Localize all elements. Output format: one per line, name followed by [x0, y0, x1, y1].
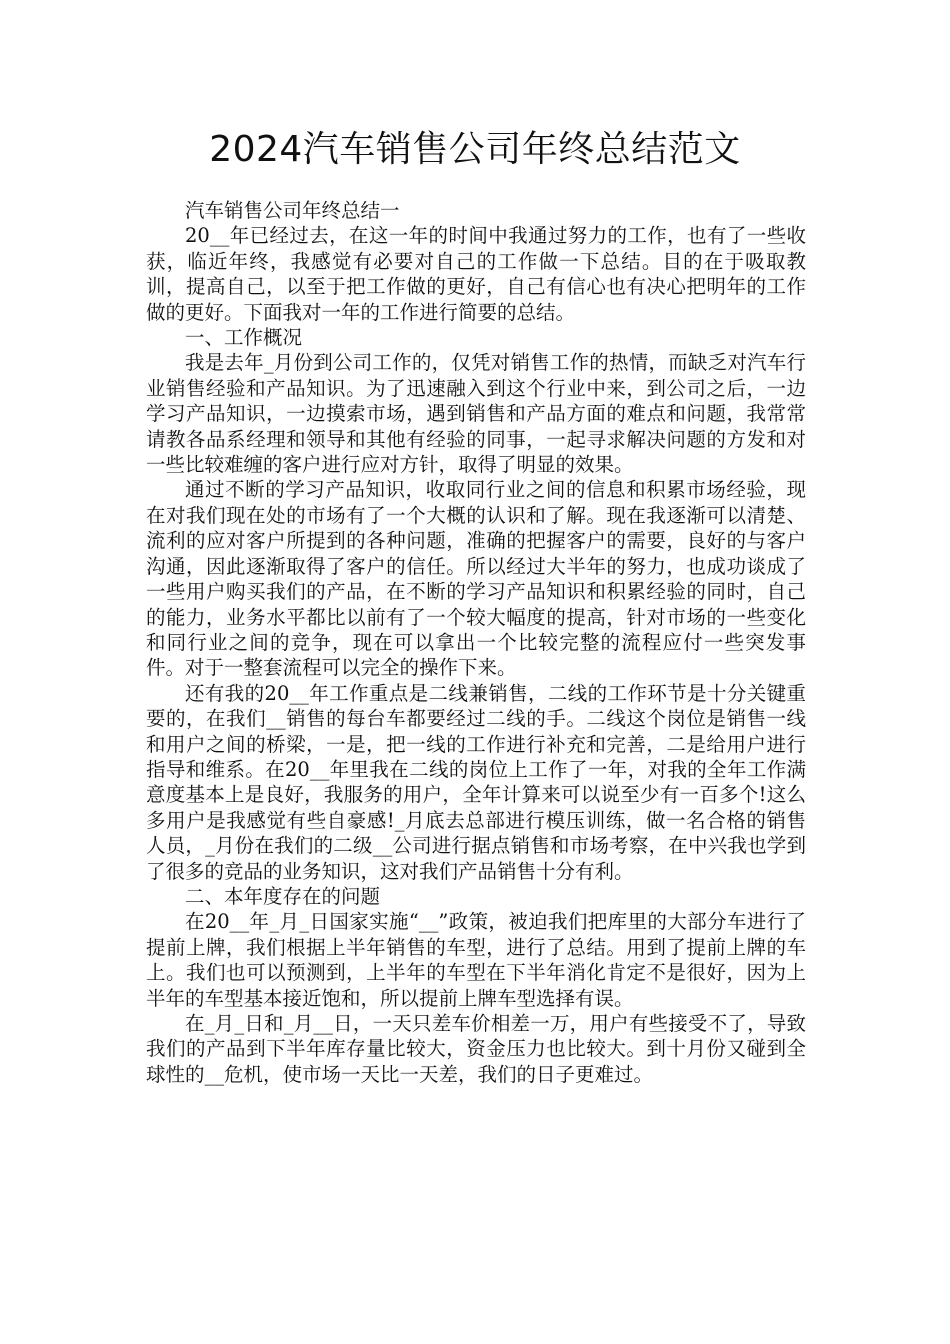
paragraph-second-line: 还有我的20__年工作重点是二线兼销售，二线的工作环节是十分关键重要的，在我们__销售的每台车都要经过二线的手。二线这个岗位是销售一线和用户之间的桥梁，一是，把一线的工作进行补充和完善，二是给用户进行指导和维系。在20__年里我在二线的岗位上工作了一年，对我的全年工作满意度基本上是良好，我服务的用户，全年计算来可以说至少有一百多个!这么多用户是我感觉有些自豪感!_月底去总部进行模压训练，做一名合格的销售人员，_月份在我们的二级__公司进行据点销售和市场考察，在中兴我也学到了很多的竞品的业务知识，这对我们产品销售十分有利。 — [146, 681, 806, 883]
paragraph-intro: 20__年已经过去，在这一年的时间中我通过努力的工作，也有了一些收获，临近年终，我感觉有必要对自己的工作做一下总结。目的在于吸取教训，提高自己，以至于把工作做的更好，自己有信心也有决心把明年的工作做的更好。下面我对一年的工作进行简要的总结。 — [146, 224, 806, 324]
section-heading-summary-one: 汽车销售公司年终总结一 — [185, 199, 400, 222]
section-heading-problems: 二、本年度存在的问题 — [185, 884, 381, 908]
paragraph-price: 在_月_日和_月__日，一天只差车价相差一万，用户有些接受不了，导致我们的产品到下半年库存量比较大，资金压力也比较大。到十月份又碰到全球性的__危机，使市场一天比一天差，我们的日子更难过。 — [146, 1012, 806, 1086]
paragraph-learning: 通过不断的学习产品知识，收取同行业之间的信息和积累市场经验，现在对我们现在处的市场有了一个大概的认识和了解。现在我逐渐可以清楚、流利的应对客户所提到的各种问题，准确的把握客户的需要，良好的与客户沟通，因此逐渐取得了客户的信任。所以经过大半年的努力，也成功谈成了一些用户购买我们的产品，在不断的学习产品知识和积累经验的同时，自己的能力，业务水平都比以前有了一个较大幅度的提高，针对市场的一些变化和同行业之间的竞争，现在可以拿出一个比较完整的流程应付一些突发事件。对于一整套流程可以完全的操作下来。 — [146, 478, 806, 680]
paragraph-policy: 在20__年_月_日国家实施“__”政策，被迫我们把库里的大部分车进行了提前上牌，我们根据上半年销售的车型，进行了总结。用到了提前上牌的车上。我们也可以预测到，上半年的车型在下半年消化肯定不是很好，因为上半年的车型基本接近饱和，所以提前上牌车型选择有误。 — [146, 910, 806, 1010]
document-title: 2024汽车销售公司年终总结范文 — [209, 129, 741, 170]
section-heading-work-overview: 一、工作概况 — [185, 326, 303, 350]
document-body — [146, 198, 806, 1087]
paragraph-work-overview: 我是去年_月份到公司工作的，仅凭对销售工作的热情，而缺乏对汽车行业销售经验和产品知识。为了迅速融入到这个行业中来，到公司之后，一边学习产品知识，一边摸索市场，遇到销售和产品方面的难点和问题，我常常请教各品系经理和领导和其他有经验的同事，一起寻求解决问题的方发和对一些比较难缠的客户进行应对方针，取得了明显的效果。 — [146, 351, 806, 477]
